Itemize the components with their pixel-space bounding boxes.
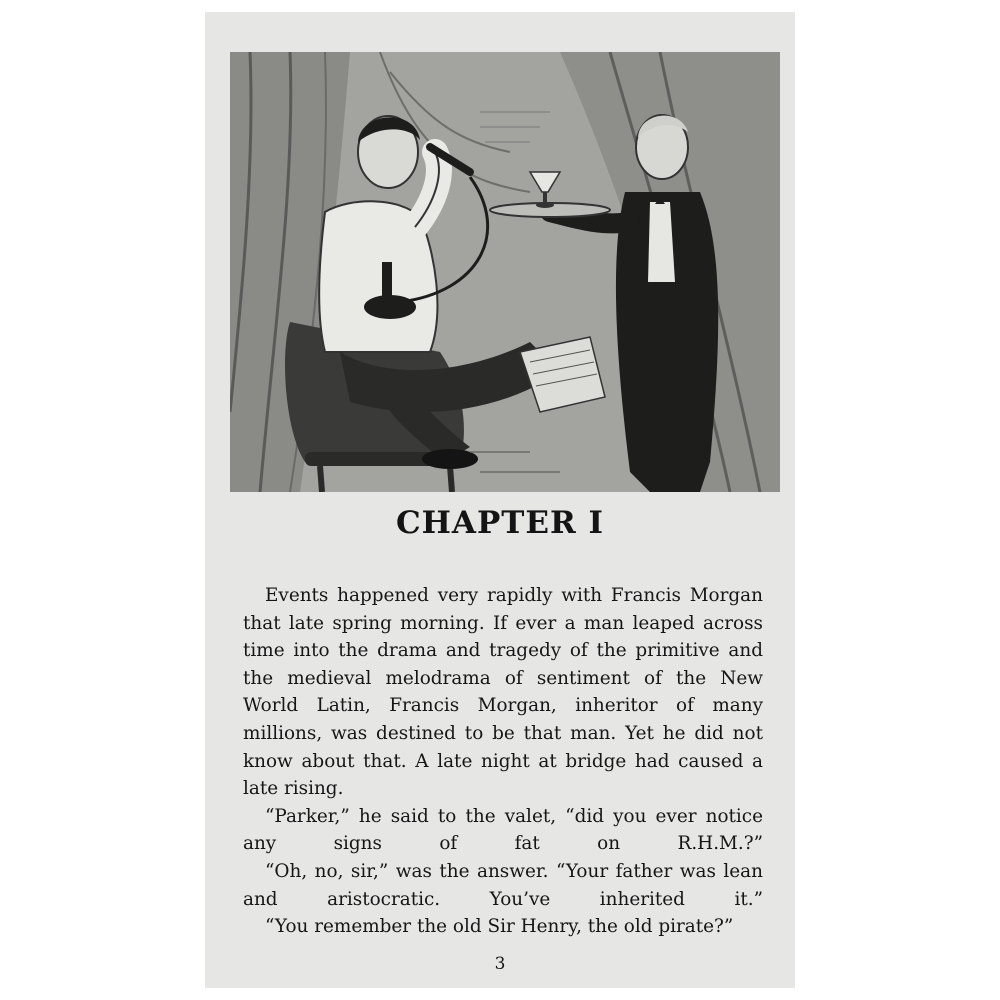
paragraph: “Oh, no, sir,” was the answer. “Your father was lean and aristocratic. You’ve inherited it.”: [243, 860, 763, 910]
illustration-man-on-telephone-and-butler: [230, 52, 780, 492]
paragraph: “You remember the old Sir Henry, the old pirate?”: [265, 916, 734, 938]
book-page: [205, 12, 795, 988]
paragraph: Events happened very rapidly with Francis Morgan that late spring morning. If ever a man leaped across time into the drama and tragedy of the primitive and the medieval melodrama of sentiment of the New World Latin, Francis Morgan, inheritor of many millions, was destined to be that man. Yet he did not know about that. A late night at bridge had caused a late rising.: [243, 585, 763, 800]
chapter-title: CHAPTER I: [395, 505, 605, 541]
illustration-drawing: [230, 52, 780, 492]
page-number: 3: [494, 954, 506, 974]
paragraph: “Parker,” he said to the valet, “did you ever notice any signs of fat on R.H.M.?”: [243, 805, 763, 855]
body-text: [243, 582, 763, 941]
